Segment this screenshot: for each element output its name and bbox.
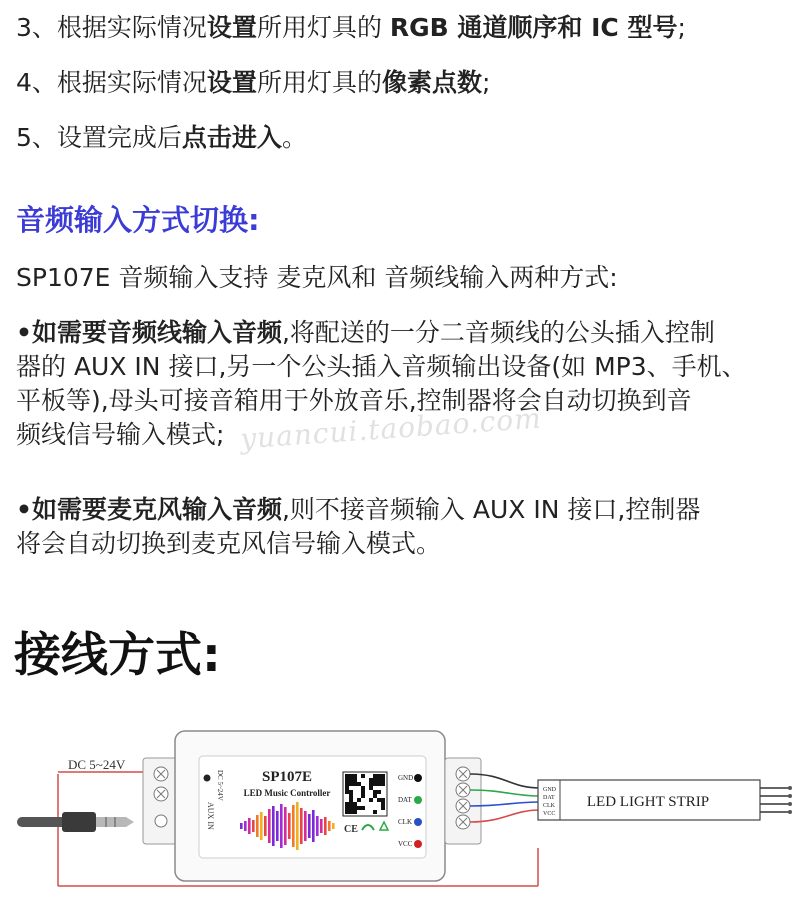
- step-5-prefix: 5、设置完成后: [16, 123, 182, 152]
- step-4-prefix: 4、根据实际情况: [16, 68, 207, 97]
- qr-module: [377, 790, 381, 794]
- audio-section-title: 音频输入方式切换:: [16, 203, 260, 237]
- controller-model: SP107E: [261, 769, 313, 785]
- qr-module: [349, 794, 353, 798]
- qr-module: [345, 810, 349, 814]
- qr-module: [381, 798, 385, 802]
- sound-wave-bar: [296, 802, 299, 850]
- qr-module: [353, 802, 357, 806]
- qr-module: [369, 778, 373, 782]
- qr-module: [369, 786, 373, 790]
- qr-module: [369, 798, 373, 802]
- qr-module: [349, 790, 353, 794]
- qr-module: [349, 810, 353, 814]
- sound-wave-bar: [320, 819, 323, 833]
- qr-module: [373, 774, 377, 778]
- qr-module: [345, 806, 349, 810]
- qr-module: [353, 782, 357, 786]
- qr-module: [377, 778, 381, 782]
- sound-wave-bar: [300, 808, 303, 844]
- sound-wave-bar: [276, 811, 279, 841]
- sound-wave-bar: [264, 816, 267, 836]
- sound-wave-bar: [244, 821, 247, 831]
- sound-wave-bar: [304, 811, 307, 841]
- qr-module: [373, 794, 377, 798]
- right-terminal-block: [445, 758, 481, 844]
- qr-module: [349, 802, 353, 806]
- qr-module: [349, 806, 353, 810]
- pin-dat-dot: [414, 796, 422, 804]
- ce-mark: CE: [344, 824, 358, 835]
- step-3-mid: 所用灯具的: [256, 13, 390, 42]
- qr-code-icon: [343, 772, 387, 816]
- qr-module: [361, 786, 365, 790]
- step-3: [16, 12, 686, 44]
- qr-module: [377, 798, 381, 802]
- qr-module: [345, 774, 349, 778]
- left-terminal-block: [143, 758, 179, 844]
- pin-clk-dot: [414, 818, 422, 826]
- step-3-prefix: 3、根据实际情况: [16, 13, 207, 42]
- wiring-diagram: [0, 718, 800, 918]
- qr-module: [377, 782, 381, 786]
- audio-para-2-line-1: ,则不接音频输入 AUX IN 接口,控制器: [281, 495, 701, 524]
- step-3-bold2: RGB 通道顺序和 IC 型号: [389, 13, 678, 42]
- qr-module: [345, 778, 349, 782]
- qr-module: [345, 782, 349, 786]
- pin-dat-label: DAT: [398, 796, 412, 804]
- audio-para-1-line-4: 频线信号输入模式;: [16, 420, 225, 449]
- controller-subtitle: LED Music Controller: [243, 788, 331, 798]
- qr-module: [353, 774, 357, 778]
- audio-para-2-line-2: 将会自动切换到麦克风信号输入模式。: [16, 529, 442, 558]
- step-4-bold1: 设置: [206, 68, 257, 97]
- qr-module: [373, 778, 377, 782]
- step-5-bold1: 点击进入: [181, 123, 282, 152]
- sound-wave-bar: [288, 813, 291, 839]
- qr-module: [357, 806, 361, 810]
- step-5-suffix: 。: [281, 123, 307, 152]
- qr-module: [381, 778, 385, 782]
- qr-module: [361, 794, 365, 798]
- audio-para-1-line-2: 器的 AUX IN 接口,另一个公头插入音频输出设备(如 MP3、手机、: [16, 352, 747, 381]
- qr-module: [345, 802, 349, 806]
- sound-wave-bar: [272, 806, 275, 846]
- qr-module: [361, 790, 365, 794]
- audio-para-2-bold: •如需要麦克风输入音频: [16, 495, 282, 524]
- sound-wave-bar: [268, 809, 271, 843]
- qr-module: [349, 778, 353, 782]
- watermark: yuancui.taobao.com: [239, 401, 543, 456]
- sound-wave-bar: [252, 820, 255, 832]
- sound-wave-bar: [280, 804, 283, 848]
- step-4-suffix: ;: [481, 68, 491, 97]
- audio-jack: [22, 812, 134, 832]
- qr-module: [381, 782, 385, 786]
- qr-module: [353, 810, 357, 814]
- audio-para-1-line-3: 平板等),母头可接音箱用于外放音乐,控制器将会自动切换到音: [16, 386, 692, 415]
- audio-intro: SP107E 音频输入支持 麦克风和 音频线输入两种方式:: [16, 263, 618, 292]
- power-indicator-icon: [204, 775, 211, 782]
- qr-module: [361, 774, 365, 778]
- wiring-heading: 接线方式:: [14, 628, 221, 683]
- qr-module: [345, 786, 349, 790]
- qr-module: [381, 806, 385, 810]
- step-4: [16, 67, 490, 99]
- qr-module: [373, 810, 377, 814]
- pin-vcc-label: VCC: [398, 840, 413, 848]
- sound-wave-bar: [248, 818, 251, 834]
- sound-wave-bar: [284, 807, 287, 845]
- audio-para-2: [16, 493, 800, 561]
- qr-module: [377, 774, 381, 778]
- qr-module: [369, 782, 373, 786]
- step-3-suffix: ;: [677, 13, 686, 42]
- qr-module: [353, 806, 357, 810]
- sound-wave-bar: [260, 812, 263, 840]
- audio-para-1-bold: •如需要音频线输入音频: [16, 318, 282, 347]
- side-aux-label: AUX IN: [206, 802, 215, 830]
- sound-wave-bar: [308, 814, 311, 838]
- qr-module: [349, 782, 353, 786]
- strip-pin-clk: CLK: [543, 803, 555, 809]
- sound-wave-bar: [240, 823, 243, 829]
- step-4-mid: 所用灯具的: [256, 68, 382, 97]
- qr-module: [381, 774, 385, 778]
- sound-wave-bar: [324, 817, 327, 835]
- qr-module: [357, 798, 361, 802]
- dc-input-label: DC 5~24V: [68, 757, 126, 772]
- sound-wave-bar: [328, 821, 331, 831]
- qr-module: [357, 782, 361, 786]
- qr-module: [381, 802, 385, 806]
- qr-module: [373, 782, 377, 786]
- strip-label: LED LIGHT STRIP: [586, 794, 710, 810]
- sound-wave-bar: [256, 815, 259, 837]
- pin-clk-label: CLK: [398, 818, 412, 826]
- qr-module: [349, 798, 353, 802]
- step-5: [16, 122, 307, 154]
- qr-module: [373, 790, 377, 794]
- sound-wave-bar: [316, 816, 319, 836]
- sound-wave-bar: [292, 805, 295, 847]
- step-3-bold1: 设置: [206, 13, 257, 42]
- strip-pin-gnd: GND: [543, 787, 556, 793]
- strip-pin-vcc: VCC: [543, 811, 556, 817]
- audio-para-1-line-1: ,将配送的一分二音频线的公头插入控制: [281, 318, 715, 347]
- side-dc-label: DC 5~24V: [216, 770, 224, 801]
- sound-wave-bar: [312, 810, 315, 842]
- step-4-bold2: 像素点数: [381, 68, 482, 97]
- strip-pin-dat: DAT: [543, 795, 555, 801]
- pin-gnd-label: GND: [398, 774, 414, 782]
- pin-vcc-dot: [414, 840, 422, 848]
- sound-wave-bar: [332, 823, 335, 829]
- qr-module: [345, 790, 349, 794]
- pin-gnd-dot: [414, 774, 422, 782]
- qr-module: [353, 778, 357, 782]
- qr-module: [361, 806, 365, 810]
- qr-module: [349, 774, 353, 778]
